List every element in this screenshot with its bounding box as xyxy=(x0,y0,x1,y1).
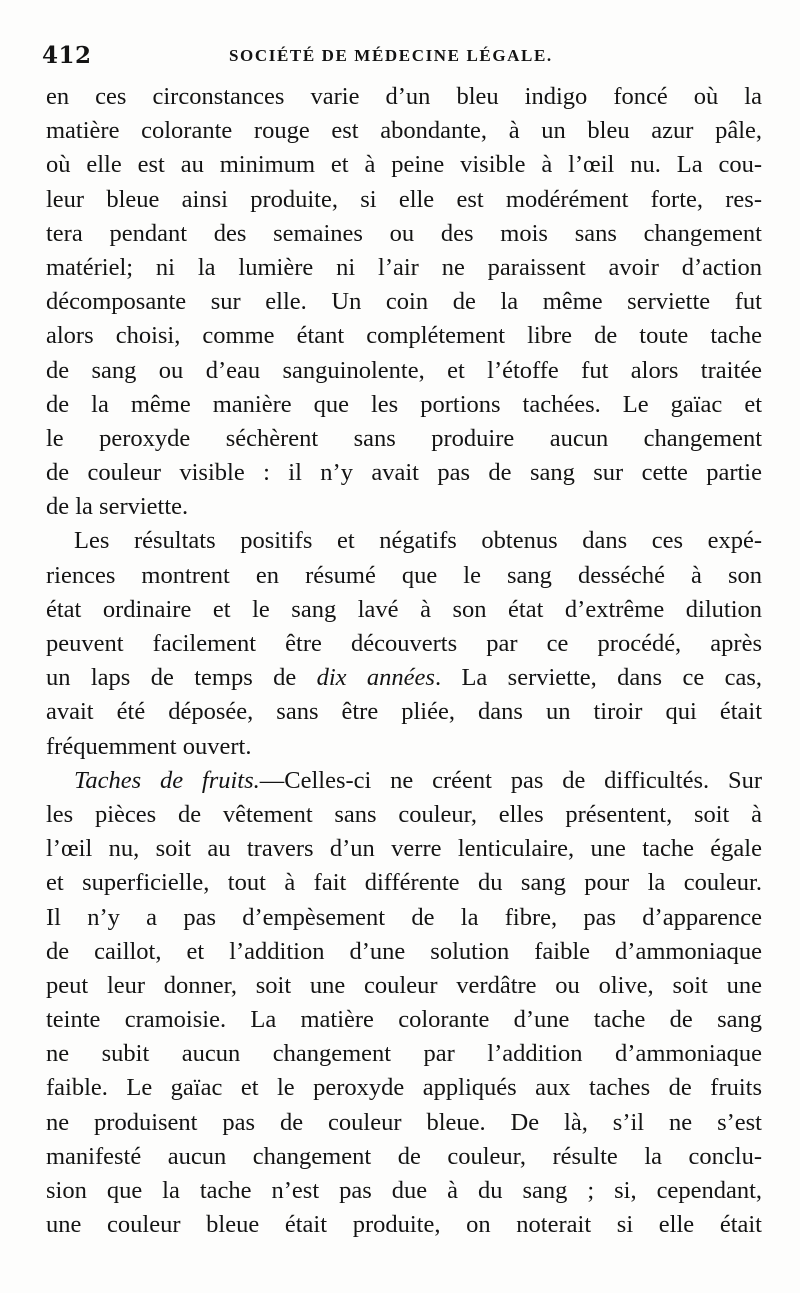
text-line: faible. Le gaïac et le peroxyde appliqués aux taches de fruits xyxy=(46,1074,762,1102)
text-line: en ces circonstances varie d’un bleu indigo foncé où la xyxy=(46,83,762,110)
text-line: de la même manière que les portions tachées. Le gaïac et xyxy=(46,390,762,418)
text-line: alors choisi, comme étant complétement libre de toute tache xyxy=(46,322,762,350)
text-line: matériel; ni la lumière ni l’air ne paraissent avoir d’action xyxy=(46,253,762,281)
text-line: de sang ou d’eau sanguinolente, et l’étoffe fut alors traitée xyxy=(46,356,762,384)
text-line-mixed xyxy=(46,764,762,798)
text-line-mixed xyxy=(46,661,762,695)
text-line: teinte cramoisie. La matière colorante d’une tache de sang xyxy=(46,1006,762,1034)
text-line: fréquemment ouvert. xyxy=(46,732,252,760)
text-line: riences montrent en résumé que le sang desséché à son xyxy=(46,561,762,589)
text-line: Les résultats positifs et négatifs obtenus dans ces expé- xyxy=(74,527,762,555)
text-line: leur bleue ainsi produite, si elle est modérément forte, res- xyxy=(46,185,762,213)
text-line: et superficielle, tout à fait différente du sang pour la couleur. xyxy=(46,869,762,897)
text-line: sion que la tache n’est pas due à du sang ; si, cependant, xyxy=(46,1177,762,1204)
text-line: état ordinaire et le sang lavé à son état d’extrême dilution xyxy=(46,595,762,623)
page-header xyxy=(42,42,762,76)
text-line: l’œil nu, soit au travers d’un verre lenticulaire, une tache égale xyxy=(46,835,762,863)
page-number: 412 xyxy=(42,42,92,69)
text-line: avait été déposée, sans être pliée, dans un tiroir qui était xyxy=(46,698,762,726)
text-line: tera pendant des semaines ou des mois sans changement xyxy=(46,219,762,247)
text-line: ne produisent pas de couleur bleue. De là, s’il ne s’est xyxy=(46,1108,762,1136)
section-heading-italic: Taches de fruits. xyxy=(74,766,260,794)
text-line: une couleur bleue était produite, on noterait si elle était xyxy=(46,1211,762,1239)
text-line: Il n’y a pas d’empèsement de la fibre, pas d’apparence xyxy=(46,903,762,931)
text-line: décomposante sur elle. Un coin de la même serviette fut xyxy=(46,288,762,316)
running-head: SOCIÉTÉ DE MÉDECINE LÉGALE. xyxy=(229,46,553,65)
body-text xyxy=(46,80,762,1242)
text-line: peut leur donner, soit une couleur verdâtre ou olive, soit une xyxy=(46,971,762,999)
text-line: ne subit aucun changement par l’addition d’ammoniaque xyxy=(46,1040,762,1068)
text-line: manifesté aucun changement de couleur, résulte la conclu- xyxy=(46,1142,762,1170)
text-line: les pièces de vêtement sans couleur, elles présentent, soit à xyxy=(46,800,762,828)
text-line: matière colorante rouge est abondante, à un bleu azur pâle, xyxy=(46,117,762,145)
text-line: le peroxyde séchèrent sans produire aucun changement xyxy=(46,424,762,452)
text-line: de la serviette. xyxy=(46,493,189,521)
text-line: où elle est au minimum et à peine visible à l’œil nu. La cou- xyxy=(46,151,762,179)
text-line: peuvent facilement être découverts par ce procédé, après xyxy=(46,630,762,657)
text-run: . La serviette, dans ce cas, xyxy=(434,664,762,692)
text-line: de couleur visible : il n’y avait pas de sang sur cette partie xyxy=(46,459,762,487)
text-run: un laps de temps de xyxy=(46,664,317,692)
text-line: de caillot, et l’addition d’une solution faible d’ammoniaque xyxy=(46,937,762,965)
italic-text-run: dix années xyxy=(316,664,435,692)
text-run: —Celles-ci ne créent pas de difficultés. Sur xyxy=(259,766,762,794)
